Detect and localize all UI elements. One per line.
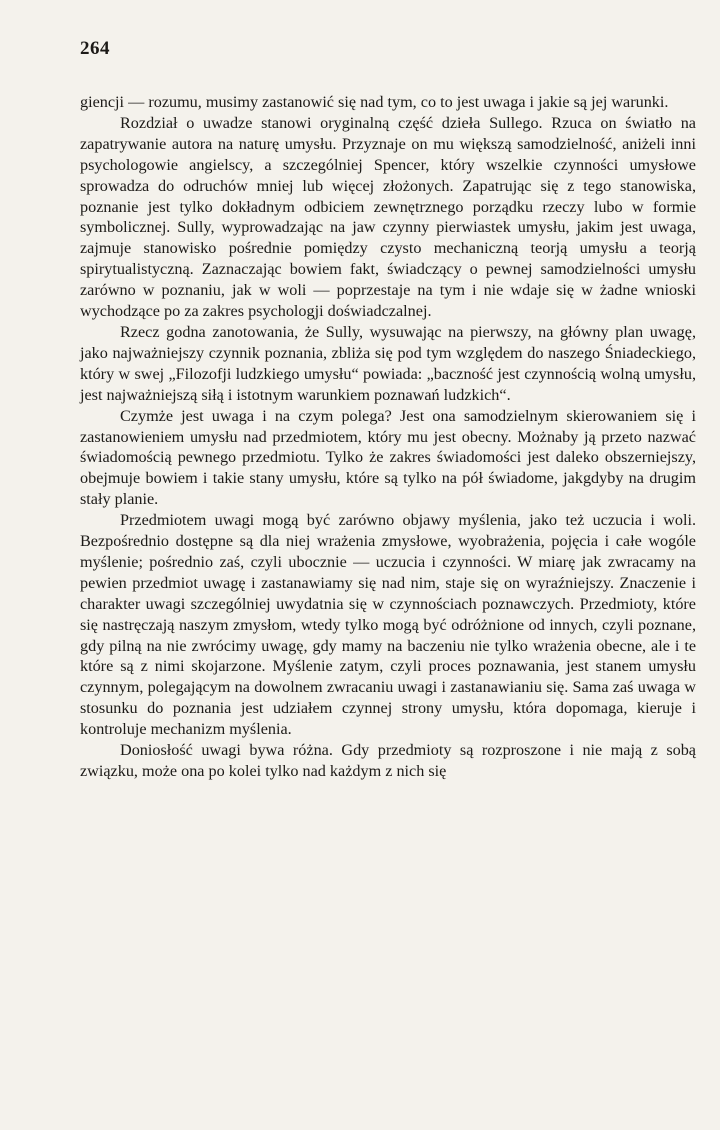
paragraph-5: Przedmiotem uwagi mogą być zarówno objawy myślenia, jako też uczucia i woli. Bezpośrednio dostępne są dla niej wrażenia zmysłowe, wyobrażenia, pojęcia i całe wogóle myślenie; pośrednio zaś, czyli ubocznie — uczucia i czynności. W miarę jak zwracamy na pewien przedmiot uwagę i zastanawiamy się nad nim, staje się on wyraźniejszy. Znaczenie i charakter uwagi szczególniej uwydatnia się w czynnościach poznawczych. Przedmioty, które się nastręczają naszym zmysłom, wtedy tylko mogą być odróżnione od innych, czyli poznane, gdy pilną na nie zwrócimy uwagę, gdy mamy na baczeniu nie tylko wrażenia obecne, ale i te które są z nimi skojarzone. Myślenie zatym, czyli proces poznawania, jest stanem umysłu czynnym, polegającym na dowolnem zwracaniu uwagi i zastanawianiu się. Sama zaś uwaga w stosunku do poznania jest udziałem czynnej strony umysłu, która dopomaga, kieruje i kontroluje mechanizm myślenia. xyxy=(80,511,696,739)
body-text xyxy=(80,92,696,782)
paragraph-6: Doniosłość uwagi bywa różna. Gdy przedmioty są rozproszone i nie mają z sobą związku, może ona po kolei tylko nad każdym z nich się xyxy=(80,741,696,780)
paragraph-4: Czymże jest uwaga i na czym polega? Jest ona samodzielnym skierowaniem się i zastanowieniem umysłu nad przedmiotem, który mu jest obecny. Możnaby ją przeto nazwać świadomością pewnego przedmiotu. Tylko że zakres świadomości jest daleko obszerniejszy, obejmuje bowiem i takie stany umysłu, które są tylko na pół świadome, jakgdyby na drugim stały planie. xyxy=(80,406,696,509)
paragraph-2: Rozdział o uwadze stanowi oryginalną część dzieła Sullego. Rzuca on światło na zapatrywanie autora na naturę umysłu. Przyznaje on mu większą samodzielność, aniżeli inni psychologowie angielscy, a szczególniej Spencer, który wszelkie czynności umysłowe sprowadza do odruchów mniej lub więcej złożonych. Zapatrując się z tego stanowiska, poznanie jest tylko dokładnym odbiciem zewnętrznego porządku rzeczy lubo w formie symbolicznej. Sully, wyprowadzając na jaw czynny pierwiastek umysłu, jakim jest uwaga, zajmuje stanowisko pośrednie pomiędzy czysto mechaniczną teorją umysłu a teorją spirytualistyczną. Zaznaczając bowiem fakt, świadczący o pewnej samodzielności umysłu zarówno w poznaniu, jak w woli — poprzestaje na tym i nie wdaje się w żadne wnioski wychodzące po za zakres psychologji doświadczalnej. xyxy=(80,113,696,321)
paragraph-3: Rzecz godna zanotowania, że Sully, wysuwając na pierwszy, na główny plan uwagę, jako najważniejszy czynnik poznania, zbliża się pod tym względem do naszego Śniadeckiego, który w swej „Filozofji ludzkiego umysłu“ powiada: „baczność jest czynnością wolną umysłu, jest najważniejszą siłą i istotnym warunkiem poznawań ludzkich“. xyxy=(80,322,696,404)
page-number: 264 xyxy=(80,38,110,59)
paragraph-1: giencji — rozumu, musimy zastanowić się nad tym, co to jest uwaga i jakie są jej warunki. xyxy=(80,93,669,111)
